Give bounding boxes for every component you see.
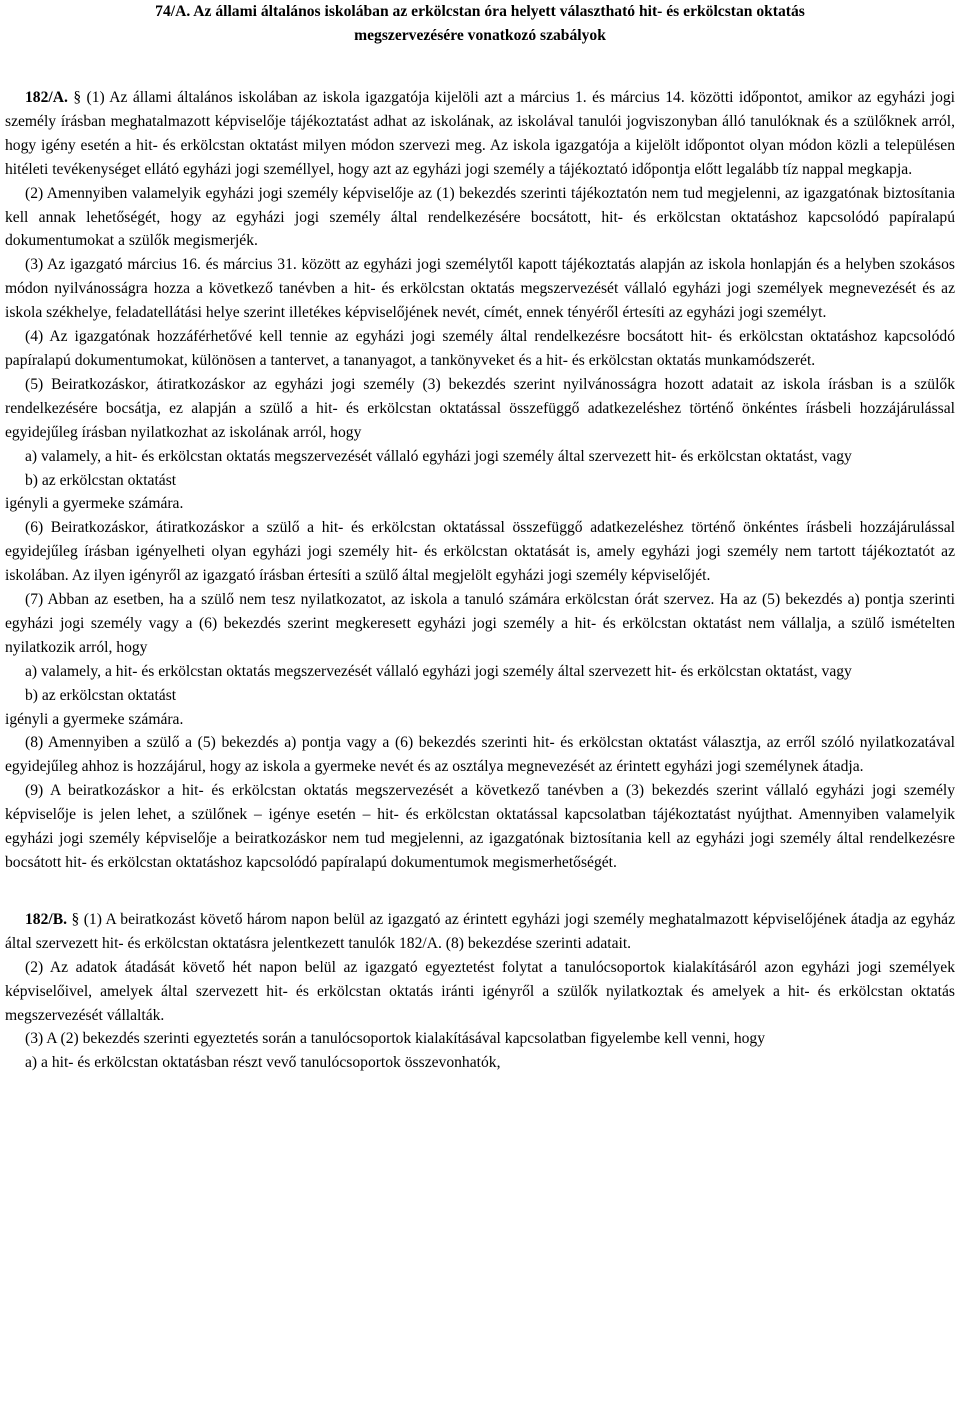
paragraph: (3) A (2) bekezdés szerinti egyeztetés során a tanulócsoportok kialakításával kapcsolatban figyelembe kell venni, hogy [25, 1030, 766, 1048]
document-title [5, 0, 955, 47]
paragraph: (6) Beiratkozáskor, átiratkozáskor a szülő a hit- és erkölcstan oktatással összefüggő adatkezeléshez történő önkéntes írásbeli hozzájárulással egyidejűleg írásban igényelheti olyan egyházi jogi személy hit- és erkölcstan oktatását is, amely egyházi jogi személy nem tartott tájékoztatót az iskolában. Az ilyen igényről az igazgató írásban értesíti a szülő által megjelölt egyházi jogi személy képviselőjét. [5, 519, 955, 585]
list-item: a) a hit- és erkölcstan oktatásban részt vevő tanulócsoportok összevonhatók, [25, 1054, 501, 1072]
list-item: a) valamely, a hit- és erkölcstan oktatás megszervezését vállaló egyházi jogi személy által szervezett hit- és erkölcstan oktatást, vagy [25, 662, 852, 680]
section-label: 182/A. [25, 89, 68, 106]
spacer [5, 47, 955, 86]
section-182a [5, 86, 955, 875]
paragraph: igényli a gyermeke számára. [5, 495, 184, 513]
spacer [5, 875, 955, 908]
paragraph: (3) Az igazgató március 16. és március 31. között az egyházi jogi személytől kapott tájékoztatás alapján az iskola honlapján és a helyben szokásos módon nyilvánosságra hozza a következő tanévben a hit- és erkölcstan oktatás megszervezését vállaló egyházi jogi személyek megnevezését és az iskola székhelye, feladatellátási helye szerint illetékes képviselőjének nevét, címét, ennek tényéről értesíti az egyházi jogi személyt. [5, 256, 955, 322]
paragraph: 182/A. § (1) Az állami általános iskolában az iskola igazgatója kijelöli azt a március 1. és március 14. közötti időpontot, amikor az egyházi jogi személy írásban meghatalmazott képviselője tájékoztatást adhat az iskolának, az iskolával tanulói jogviszonyban álló tanulóknak és a szülőknek arról, hogy igény esetén a hit- és erkölcstan oktatást milyen módon szervezi meg. Az iskola igazgatója a kijelölt időpontot olyan módon közli a településen hitéleti tevékenységet ellátó egyházi jogi személlyel, hogy azt az egyházi jogi személy a tájékoztató időpontja előtt legalább tíz nappal megkapja. [5, 89, 955, 178]
list-item: b) az erkölcstan oktatást [25, 471, 177, 489]
paragraph: (9) A beiratkozáskor a hit- és erkölcstan oktatás megszervezését a következő tanévben a (3) bekezdés szerint vállaló egyházi jogi személy képviselője is jelen lehet, a szülőnek – igénye esetén – hit- és erkölcstan oktatással kapcsolatban tájékoztatást nyújthat. Amennyiben valamelyik egyházi jogi személy képviselője a beiratkozáskor nem tud megjelenni, az igazgatónak biztosítania kell az egyházi jogi személy által rendelkezésre bocsátott hit- és erkölcstan oktatáshoz kapcsolódó papíralapú dokumentumok megismerhetőségét. [5, 782, 955, 871]
paragraph: igényli a gyermeke számára. [5, 710, 184, 728]
section-label: 182/B. [25, 910, 68, 928]
paragraph: (2) Az adatok átadását követő hét napon belül az igazgató egyeztetést folytat a tanulócsoportok kialakításáról azon egyházi jogi személyek képviselőivel, amelyek által szervezett hit- és erkölcstan oktatás iránti igényről a szülők nyilatkoztak és amelyek a hit- és erkölcstan oktatás megszervezését vállalták. [5, 958, 955, 1024]
list-item: b) az erkölcstan oktatást [25, 686, 177, 704]
section-182b [5, 908, 955, 1075]
paragraph: (8) Amennyiben a szülő a (5) bekezdés a) pontja vagy a (6) bekezdés szerinti hit- és erkölcstan oktatást választja, az erről szóló nyilatkozatával egyidejűleg ahhoz is hozzájárul, hogy az iskola a gyermeke nevét és az osztálya megnevezését az érintett egyházi jogi személynek átadja. [5, 734, 955, 776]
paragraph: (4) Az igazgatónak hozzáférhetővé kell tennie az egyházi jogi személy által rendelkezésre bocsátott hit- és erkölcstan oktatáshoz kapcsolódó papíralapú dokumentumokat, különösen a tantervet, a tananyagot, a tankönyveket és a hit- és erkölcstan oktatás munkamódszerét. [5, 328, 955, 369]
paragraph: (2) Amennyiben valamelyik egyházi jogi személy képviselője az (1) bekezdés szerinti tájékoztatón nem tud megjelenni, az igazgatónak biztosítania kell annak lehetőségét, hogy az egyházi jogi személy által rendelkezésére bocsátott, hit- és erkölcstan oktatáshoz kapcsolódó papíralapú dokumentumokat a szülők megismerjék. [5, 184, 955, 250]
paragraph: (7) Abban az esetben, ha a szülő nem tesz nyilatkozatot, az iskola a tanuló számára erkölcstan órát szervez. Ha az (5) bekezdés a) pontja szerinti egyházi jogi személy vagy a (6) bekezdés szerint megkeresett egyházi jogi személy a hit- és erkölcstan oktatást nem vállalja, a szülő ismételten nyilatkozik arról, hogy [5, 591, 955, 656]
paragraph: 182/B. § (1) A beiratkozást követő három napon belül az igazgató az érintett egyházi jogi személy meghatalmazott képviselőjének átadja az egyház által szervezett hit- és erkölcstan oktatásra jelentkezett tanulók 182/A. (8) bekezdése szerinti adatait. [5, 910, 955, 952]
paragraph: (5) Beiratkozáskor, átiratkozáskor az egyházi jogi személy (3) bekezdés szerint nyilvánosságra hozott adatait az iskola írásban is a szülők rendelkezésére bocsátja, ez alapján a szülő a hit- és erkölcstan oktatással összefüggő adatkezeléshez történő önkéntes írásbeli hozzájárulással egyidejűleg írásban nyilatkozhat az iskolának arról, hogy [5, 375, 955, 441]
title-line-2: megszervezésére vonatkozó szabályok [354, 26, 606, 44]
title-line-1: 74/A. Az állami általános iskolában az erkölcstan óra helyett választható hit- és erkölcstan oktatás [155, 3, 805, 20]
list-item: a) valamely, a hit- és erkölcstan oktatás megszervezését vállaló egyházi jogi személy által szervezett hit- és erkölcstan oktatást, vagy [25, 447, 852, 465]
